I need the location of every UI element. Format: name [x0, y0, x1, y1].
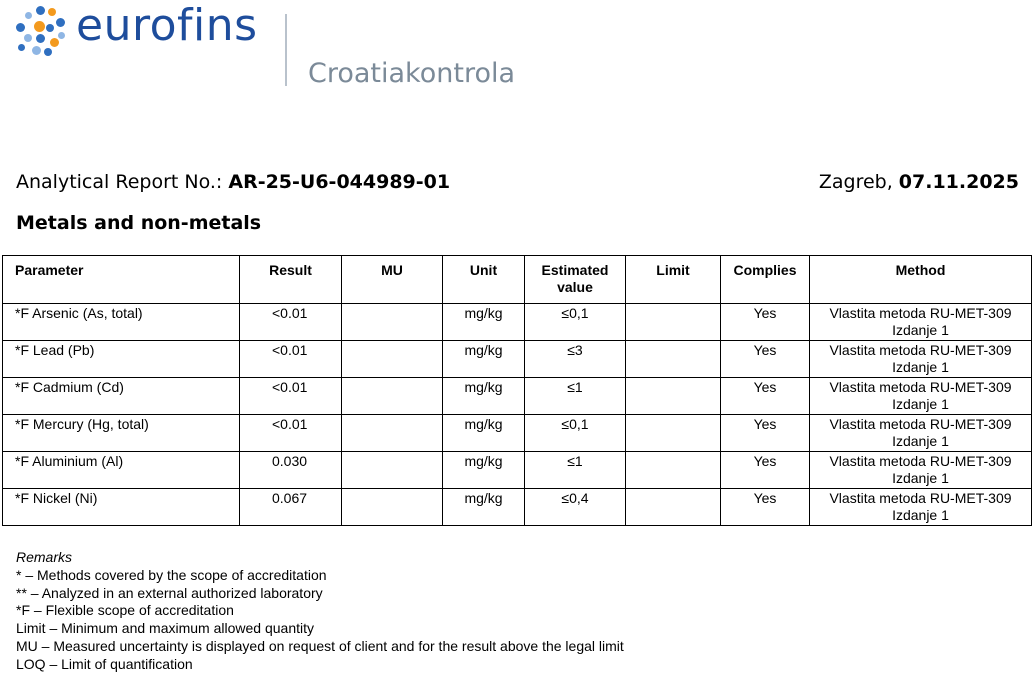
cell-unit: mg/kg [443, 489, 525, 526]
cell-method-line1: Vlastita metoda RU-MET-309 [829, 490, 1012, 506]
cell-estimated: ≤1 [525, 378, 626, 415]
header-limit: Limit [626, 256, 721, 304]
header-estimated-line1: Estimated [541, 262, 609, 278]
cell-mu [342, 415, 443, 452]
remark-line: *F – Flexible scope of accreditation [16, 602, 234, 619]
cell-method-line1: Vlastita metoda RU-MET-309 [829, 379, 1012, 395]
remark-line: MU – Measured uncertainty is displayed on request of client and for the result above the legal limit [16, 637, 624, 654]
cell-complies: Yes [721, 378, 810, 415]
table-header-row [3, 256, 1032, 304]
cell-method [810, 415, 1032, 452]
report-place-date [819, 171, 1019, 193]
remark-line: Limit – Minimum and maximum allowed quantity [16, 620, 314, 637]
remark-line: LOQ – Limit of quantification [16, 655, 193, 672]
cell-parameter: *F Nickel (Ni) [3, 489, 240, 526]
table-row [3, 415, 1032, 452]
cell-complies: Yes [721, 304, 810, 341]
cell-method-line2: Izdanje 1 [892, 396, 949, 412]
header-estimated-line2: value [557, 279, 593, 295]
cell-estimated: ≤1 [525, 452, 626, 489]
cell-mu [342, 452, 443, 489]
cell-parameter: *F Aluminium (Al) [3, 452, 240, 489]
cell-result: <0.01 [240, 378, 342, 415]
results-table [2, 255, 1032, 526]
cell-unit: mg/kg [443, 341, 525, 378]
logo-sub-brand: Croatiakontrola [308, 58, 516, 89]
cell-method-line1: Vlastita metoda RU-MET-309 [829, 342, 1012, 358]
cell-complies: Yes [721, 341, 810, 378]
cell-method-line1: Vlastita metoda RU-MET-309 [829, 453, 1012, 469]
remarks-title: Remarks [16, 549, 73, 565]
remark-line: ** – Analyzed in an external authorized laboratory [16, 584, 323, 601]
header-complies: Complies [721, 256, 810, 304]
report-number: AR-25-U6-044989-01 [228, 171, 451, 193]
cell-limit [626, 341, 721, 378]
cell-limit [626, 378, 721, 415]
cell-complies: Yes [721, 452, 810, 489]
cell-result: 0.030 [240, 452, 342, 489]
eurofins-dots-icon [14, 4, 68, 58]
cell-method-line2: Izdanje 1 [892, 359, 949, 375]
cell-limit [626, 304, 721, 341]
logo-brand-text: eurofins [76, 0, 258, 51]
report-date: 07.11.2025 [898, 171, 1019, 193]
cell-method-line2: Izdanje 1 [892, 433, 949, 449]
table-row [3, 378, 1032, 415]
cell-parameter: *F Mercury (Hg, total) [3, 415, 240, 452]
cell-parameter: *F Cadmium (Cd) [3, 378, 240, 415]
cell-method [810, 452, 1032, 489]
header-unit: Unit [443, 256, 525, 304]
cell-unit: mg/kg [443, 304, 525, 341]
cell-method [810, 304, 1032, 341]
header-result: Result [240, 256, 342, 304]
cell-method-line1: Vlastita metoda RU-MET-309 [829, 305, 1012, 321]
cell-mu [342, 489, 443, 526]
cell-method-line1: Vlastita metoda RU-MET-309 [829, 416, 1012, 432]
cell-method-line2: Izdanje 1 [892, 507, 949, 523]
cell-limit [626, 452, 721, 489]
cell-result: <0.01 [240, 415, 342, 452]
report-number-line [16, 171, 450, 193]
cell-result: <0.01 [240, 304, 342, 341]
header-mu: MU [342, 256, 443, 304]
cell-parameter: *F Arsenic (As, total) [3, 304, 240, 341]
report-place: Zagreb, [818, 171, 899, 193]
cell-estimated: ≤3 [525, 341, 626, 378]
cell-estimated: ≤0,1 [525, 304, 626, 341]
cell-result: 0.067 [240, 489, 342, 526]
remark-line: * – Methods covered by the scope of accreditation [16, 566, 327, 583]
cell-mu [342, 341, 443, 378]
table-row [3, 489, 1032, 526]
cell-result: <0.01 [240, 341, 342, 378]
table-row [3, 452, 1032, 489]
cell-estimated: ≤0,1 [525, 415, 626, 452]
header-method: Method [810, 256, 1032, 304]
cell-method [810, 489, 1032, 526]
cell-mu [342, 378, 443, 415]
cell-method-line2: Izdanje 1 [892, 470, 949, 486]
cell-method-line2: Izdanje 1 [892, 322, 949, 338]
cell-method [810, 341, 1032, 378]
table-row [3, 341, 1032, 378]
cell-limit [626, 489, 721, 526]
remarks-section [16, 549, 624, 674]
header-parameter: Parameter [3, 256, 240, 304]
cell-limit [626, 415, 721, 452]
cell-estimated: ≤0,4 [525, 489, 626, 526]
cell-mu [342, 304, 443, 341]
cell-complies: Yes [721, 489, 810, 526]
cell-method [810, 378, 1032, 415]
cell-complies: Yes [721, 415, 810, 452]
logo-divider [285, 14, 287, 86]
header-estimated-value [525, 256, 626, 304]
cell-parameter: *F Lead (Pb) [3, 341, 240, 378]
report-number-label: Analytical Report No.: [16, 171, 229, 193]
cell-unit: mg/kg [443, 378, 525, 415]
cell-unit: mg/kg [443, 452, 525, 489]
cell-unit: mg/kg [443, 415, 525, 452]
section-title: Metals and non-metals [16, 212, 262, 234]
table-row [3, 304, 1032, 341]
